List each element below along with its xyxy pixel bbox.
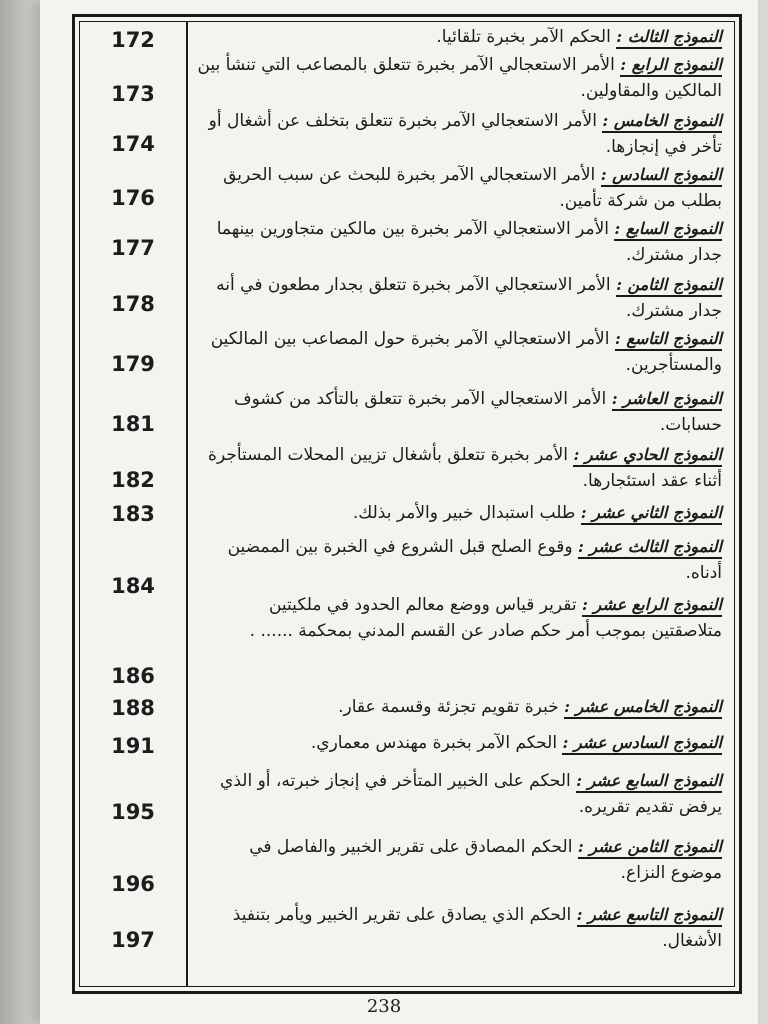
toc-text: الأمر الاستعجالي الآمر بخبرة تتعلق بتخلف عن أشغال أو تأخر في إنجازها. xyxy=(208,111,722,157)
toc-label: النموذج السابع : xyxy=(614,219,722,241)
toc-page-number: 173 xyxy=(111,82,155,106)
toc-label: النموذج التاسع : xyxy=(615,329,722,351)
toc-table xyxy=(72,14,742,994)
toc-label: النموذج الحادي عشر : xyxy=(573,445,722,467)
toc-text: الأمر الاستعجالي الآمر بخبرة تتعلق بالتأكد من كشوف حسابات. xyxy=(234,389,722,435)
toc-label: النموذج السادس : xyxy=(601,165,722,187)
toc-text: الأمر الاستعجالي الآمر بخبرة بين مالكين متجاورين بينهما جدار مشترك. xyxy=(216,219,722,265)
toc-page-number: 184 xyxy=(111,574,155,598)
toc-label: النموذج التاسع عشر : xyxy=(577,905,722,927)
toc-page-number: 179 xyxy=(111,352,155,376)
toc-text: الأمر الاستعجالي الآمر بخبرة للبحث عن سبب الحريق بطلب من شركة تأمين. xyxy=(223,165,722,211)
toc-page-number: 186 xyxy=(111,664,155,688)
toc-page-number: 177 xyxy=(111,236,155,260)
toc-text: الحكم المصادق على تقرير الخبير والفاصل في موضوع النزاع. xyxy=(249,837,722,883)
toc-text: الحكم الآمر بخبرة مهندس معماري. xyxy=(310,733,558,753)
toc-page-number: 172 xyxy=(111,28,155,52)
toc-text: تقرير قياس ووضع معالم الحدود في ملكيتين متلاصقتين بموجب أمر حكم صادر عن القسم المدني بمحكمة ...... . xyxy=(249,595,722,641)
toc-label: النموذج الثالث عشر : xyxy=(578,537,722,559)
toc-label: النموذج الثاني عشر : xyxy=(581,503,722,525)
toc-text: الحكم الآمر بخبرة تلقائيا. xyxy=(436,27,611,47)
toc-label: النموذج العاشر : xyxy=(612,389,722,411)
toc-label: النموذج الخامس عشر : xyxy=(564,697,722,719)
toc-text: وقوع الصلح قبل الشروع في الخبرة بين الممضين أدناه. xyxy=(227,537,722,583)
toc-label: النموذج الرابع : xyxy=(620,55,722,77)
toc-page-number: 196 xyxy=(111,872,155,896)
toc-page-number: 191 xyxy=(111,734,155,758)
column-divider xyxy=(186,22,188,986)
toc-text: الحكم على الخبير المتأخر في إنجاز خبرته، أو الذي يرفض تقديم تقريره. xyxy=(220,771,722,817)
toc-page-number: 197 xyxy=(111,928,155,952)
toc-page-number: 182 xyxy=(111,468,155,492)
toc-text: الأمر الاستعجالي الآمر بخبرة تتعلق بالمصاعب التي تنشأ بين المالكين والمقاولين. xyxy=(197,55,722,101)
page-number: 238 xyxy=(366,996,402,1017)
toc-label: النموذج السادس عشر : xyxy=(562,733,722,755)
toc-text: الأمر بخبرة تتعلق بأشغال تزيين المحلات المستأجرة أثناء عقد استئجارها. xyxy=(208,445,722,491)
toc-page-number: 174 xyxy=(111,132,155,156)
toc-text: طلب استبدال خبير والأمر بذلك. xyxy=(352,503,576,523)
toc-page-number: 183 xyxy=(111,502,155,526)
toc-label: النموذج الثالث : xyxy=(616,27,722,49)
toc-table-inner xyxy=(79,21,735,987)
toc-page-number: 176 xyxy=(111,186,155,210)
toc-page-number: 181 xyxy=(111,412,155,436)
toc-text: الحكم الذي يصادق على تقرير الخبير ويأمر بتنفيذ الأشغال. xyxy=(232,905,722,951)
toc-label: النموذج الخامس : xyxy=(602,111,722,133)
toc-label: النموذج الرابع عشر : xyxy=(582,595,722,617)
toc-text: خبرة تقويم تجزئة وقسمة عقار. xyxy=(338,697,559,717)
toc-page-number: 195 xyxy=(111,800,155,824)
toc-label: النموذج الثامن عشر : xyxy=(578,837,722,859)
book-spine-shadow xyxy=(0,0,40,1024)
toc-label: النموذج الثامن : xyxy=(616,275,722,297)
toc-page-number: 188 xyxy=(111,696,155,720)
toc-text: الأمر الاستعجالي الآمر بخبرة حول المصاعب بين المالكين والمستأجرين. xyxy=(210,329,722,375)
toc-text: الأمر الاستعجالي الآمر بخبرة تتعلق بجدار مطعون في أنه جدار مشترك. xyxy=(216,275,722,321)
toc-label: النموذج السابع عشر : xyxy=(576,771,722,793)
toc-page-number: 178 xyxy=(111,292,155,316)
